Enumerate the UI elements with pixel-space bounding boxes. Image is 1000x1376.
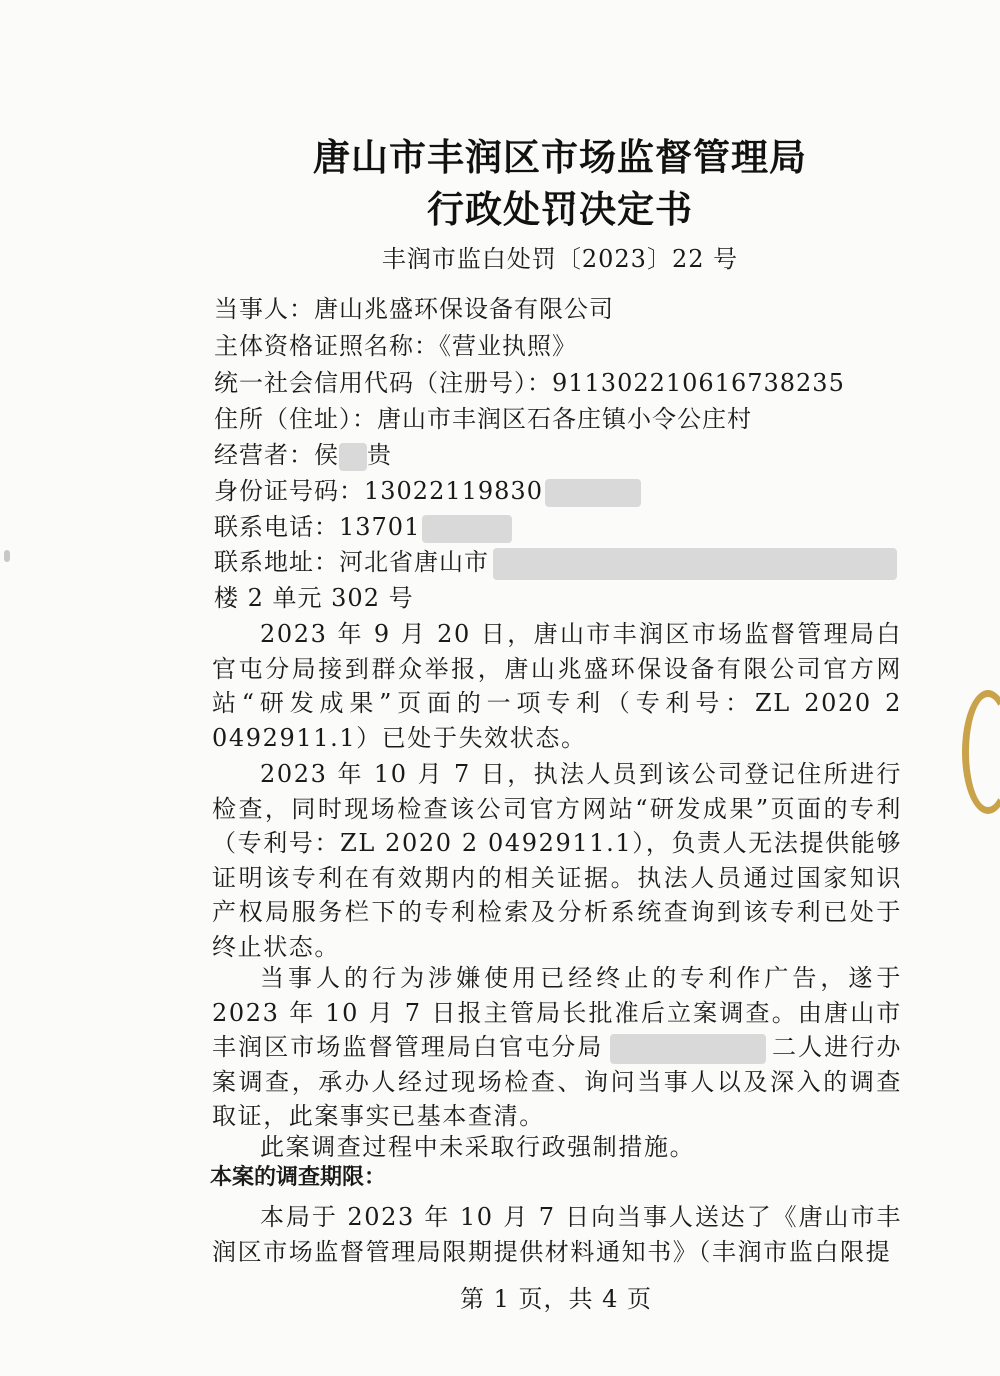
document-title-agency: 唐山市丰润区市场监督管理局: [313, 136, 807, 179]
operator-prefix: 经营者：侯: [214, 441, 339, 469]
redaction-block: [339, 443, 367, 471]
redaction-block: [422, 515, 512, 543]
paragraph-no-coercive-measures: 此案调查过程中未采取行政强制措施。: [260, 1133, 696, 1161]
paragraph-complaint: 2023 年 9 月 20 日，唐山市丰润区市场监督管理局白官屯分局接到群众举报，唐山兆盛环保设备有限公司官方网站“研发成果”页面的一项专利（专利号：ZL 2020 2 0492911.1）已处于失效状态。: [212, 620, 902, 752]
paragraph-case-filing: [212, 961, 902, 1134]
contact-address-continued: 楼 2 单元 302 号: [214, 584, 414, 612]
operator-suffix: 贵: [367, 441, 392, 469]
id-number: [214, 475, 641, 507]
license-name: 主体资格证照名称：《营业执照》: [214, 332, 577, 360]
residence: 住所（住址）：唐山市丰润区石各庄镇小令公庄村: [214, 405, 752, 433]
party-name: 当事人：唐山兆盛环保设备有限公司: [214, 295, 614, 323]
contact-address: [214, 546, 897, 580]
paragraph-inspection: 2023 年 10 月 7 日，执法人员到该公司登记住所进行检查，同时现场检查该公司官方网站“研发成果”页面的专利（专利号：ZL 2020 2 0492911.1），负责人无法提供能够证明该专利在有效期内的相关证据。执法人员通过国家知识产权局服务栏下的专利检索及分析系统查询到该专利已处于终止状态。: [212, 760, 902, 961]
id-number-text: 身份证号码：13022119830: [214, 477, 543, 505]
redaction-block: [610, 1034, 766, 1064]
paragraph-notice-served: 本局于 2023 年 10 月 7 日向当事人送达了《唐山市丰润区市场监督管理局限期提供材料通知书》（丰润市监白限提: [212, 1203, 902, 1266]
punch-mark: [4, 550, 10, 562]
contact-address-text: 联系地址：河北省唐山市: [214, 548, 489, 576]
phone-text: 联系电话：13701: [214, 513, 421, 541]
binding-stain: [962, 690, 1000, 814]
redaction-block: [493, 548, 897, 580]
case-filing-text-2: 二人进行办案调查，承办人经过现场检查、询问当事人以及深入的调查取证，此案事实已基本查清。: [212, 1033, 902, 1130]
document-number: 丰润市监白处罚〔2023〕22 号: [381, 245, 739, 273]
redaction-block: [545, 479, 641, 507]
credit-code: 统一社会信用代码（注册号）：911302210616738235: [214, 369, 845, 397]
document-title-type: 行政处罚决定书: [427, 188, 693, 231]
phone: [214, 511, 512, 543]
operator: [214, 439, 392, 471]
section-heading-investigation-period: 本案的调查期限：: [210, 1165, 387, 1190]
case-filing-text-1: 当事人的行为涉嫌使用已经终止的专利作广告，遂于 2023 年 10 月 7 日报主管局长批准后立案调查。由唐山市丰润区市场监督管理局白官屯分局: [212, 964, 902, 1061]
page-number: 第 1 页，共 4 页: [459, 1285, 653, 1313]
